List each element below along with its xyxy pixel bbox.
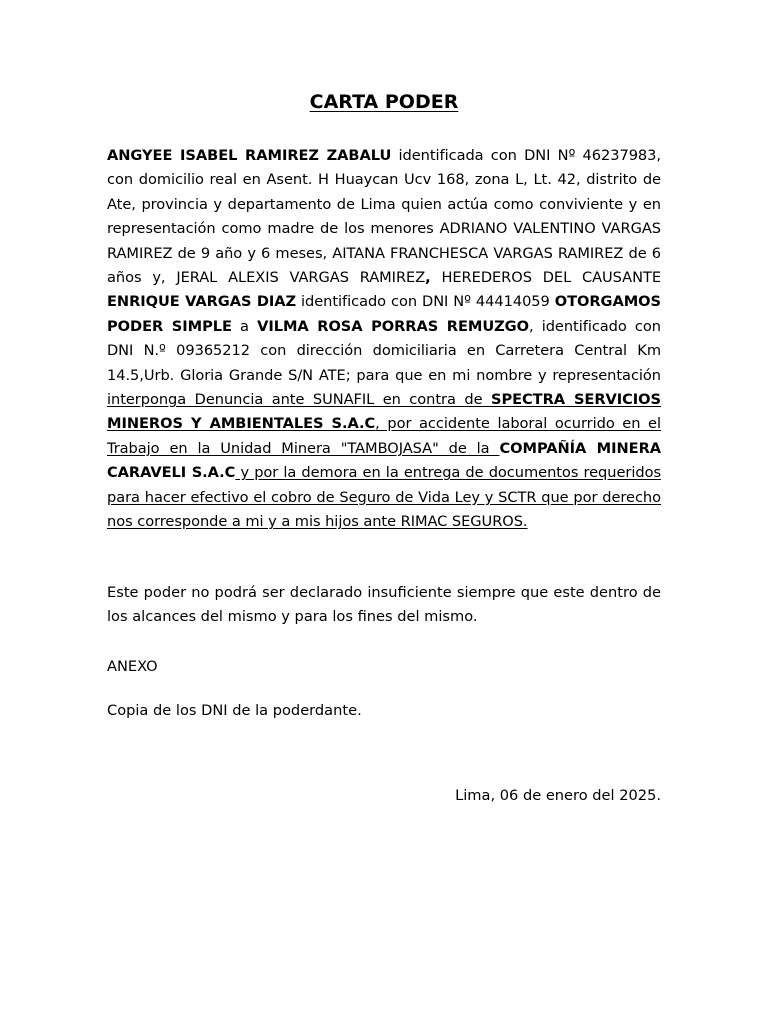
body-text: , bbox=[425, 269, 431, 287]
underlined-text: , por accidente laboral ocurrido en el Trabajo en la Unidad Minera "TAMBOJASA" de la bbox=[107, 415, 661, 457]
underlined-text: interponga Denuncia ante SUNAFIL en contra de bbox=[107, 391, 491, 409]
main-paragraph bbox=[107, 144, 661, 535]
underlined-text: y por la demora en la entrega de documentos requeridos para hacer efectivo el cobro de Seguro de Vida Ley y SCTR que por derecho nos corresponde a mi y a mis hijos ante RIMAC SEGUROS. bbox=[107, 464, 661, 531]
body-text: , identificado con DNI N.º 09365212 con dirección domiciliaria en Carretera Central Km 14.5,Urb. Gloria Grande S/N ATE; para que en mi nombre y representación bbox=[107, 317, 661, 384]
body-text: HEREDEROS DEL CAUSANTE bbox=[430, 269, 662, 287]
deceased-name: ENRIQUE VARGAS DIAZ bbox=[107, 293, 297, 311]
body-text: identificada con DNI Nº 46237983, con domicilio real en Asent. H Huaycan Ucv 168, zona L, Lt. 42, distrito de Ate, provincia y departamento de Lima quien actúa como conviviente y en representación como madre de los menores ADRIANO VALENTINO VARGAS RAMIREZ de 9 año y 6 meses, AITANA FRANCHESCA VARGAS RAMIREZ de 6 años y, JERAL ALEXIS VARGAS RAMIREZ bbox=[107, 147, 661, 287]
attorney-name: VILMA ROSA PORRAS REMUZGO bbox=[257, 317, 529, 335]
body-text: identificado con DNI Nº 44414059 bbox=[296, 293, 555, 311]
anexo-item: Copia de los DNI de la poderdante. bbox=[107, 702, 362, 719]
validity-paragraph: Este poder no podrá ser declarado insuficiente siempre que este dentro de los alcances del mismo y para los fines del mismo. bbox=[107, 584, 661, 626]
grant-statement: OTORGAMOS PODER SIMPLE bbox=[107, 293, 662, 335]
company-name: SPECTRA SERVICIOS MINEROS Y AMBIENTALES S.A.C bbox=[107, 391, 661, 433]
anexo-heading: ANEXO bbox=[107, 658, 158, 675]
company-name: COMPAÑÍA MINERA CARAVELI S.A.C bbox=[107, 439, 661, 482]
date-line: Lima, 06 de enero del 2025. bbox=[455, 787, 661, 804]
grantor-name: ANGYEE ISABEL RAMIREZ ZABALU bbox=[107, 147, 392, 164]
document-title: CARTA PODER bbox=[309, 91, 459, 113]
body-text: a bbox=[231, 317, 258, 335]
